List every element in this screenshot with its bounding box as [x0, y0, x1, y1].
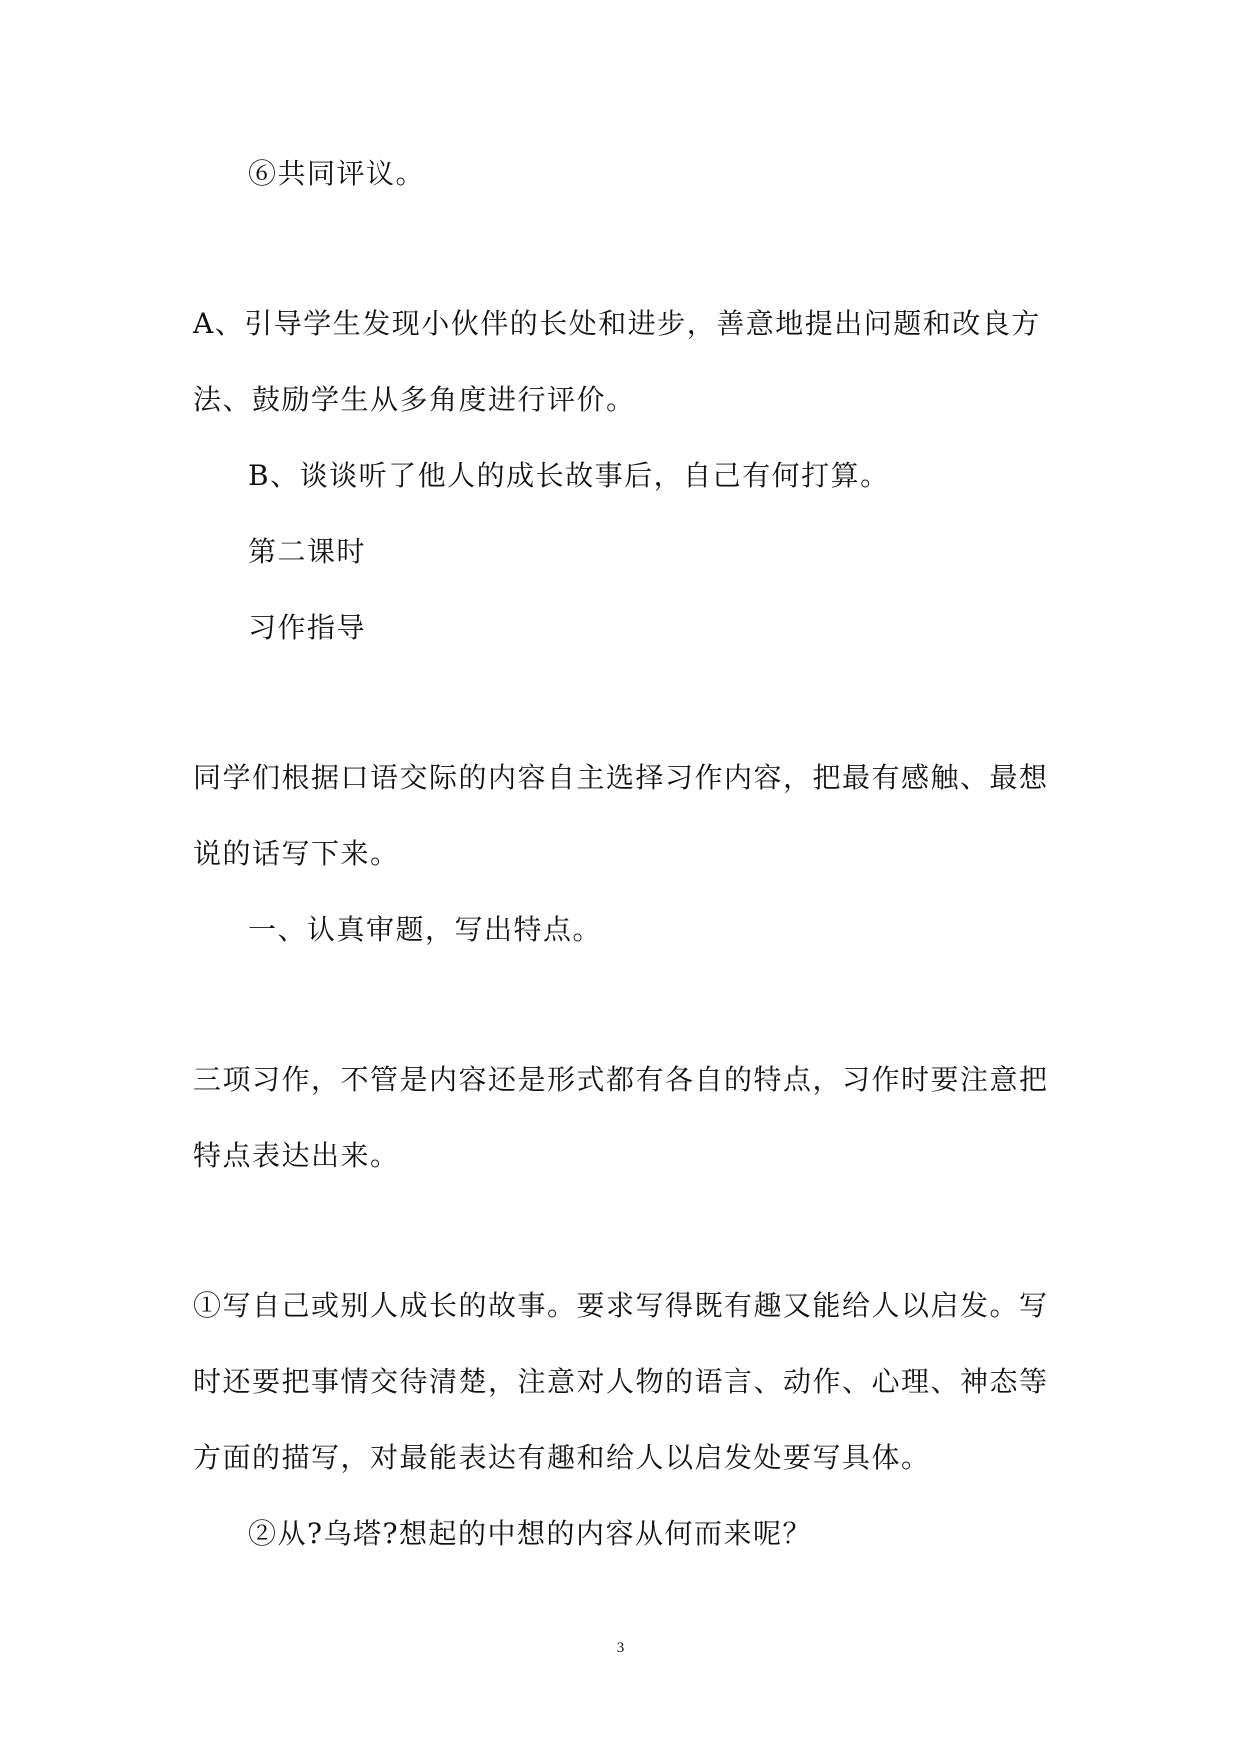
paragraph-line: ①写自己或别人成长的故事。要求写得既有趣又能给人以启发。写: [193, 1289, 1049, 1322]
paragraph-line: 特点表达出来。: [193, 1139, 400, 1172]
paragraph-line: ⑥共同评议。: [248, 157, 426, 190]
page-number: 3: [616, 1640, 625, 1656]
paragraph-line: 同学们根据口语交际的内容自主选择习作内容，把最有感触、最想: [193, 761, 1049, 794]
section-heading: 第二课时: [248, 535, 367, 568]
paragraph-line: 时还要把事情交待清楚，注意对人物的语言、动作、心理、神态等: [193, 1365, 1049, 1398]
paragraph-line: 方面的描写，对最能表达有趣和给人以启发处要写具体。: [193, 1441, 931, 1474]
paragraph-line: B、谈谈听了他人的成长故事后，自己有何打算。: [248, 459, 890, 492]
paragraph-line: 法、鼓励学生从多角度进行评价。: [193, 383, 636, 416]
paragraph-line: ②从?乌塔?想起的中想的内容从何而来呢？: [248, 1517, 813, 1550]
paragraph-line: A、引导学生发现小伙伴的长处和进步，善意地提出问题和改良方: [193, 307, 1041, 340]
paragraph-line: 一、认真审题，写出特点。: [248, 913, 603, 946]
paragraph-line: 说的话写下来。: [193, 837, 400, 870]
paragraph-line: 三项习作，不管是内容还是形式都有各自的特点，习作时要注意把: [193, 1063, 1049, 1096]
section-heading: 习作指导: [248, 611, 367, 644]
